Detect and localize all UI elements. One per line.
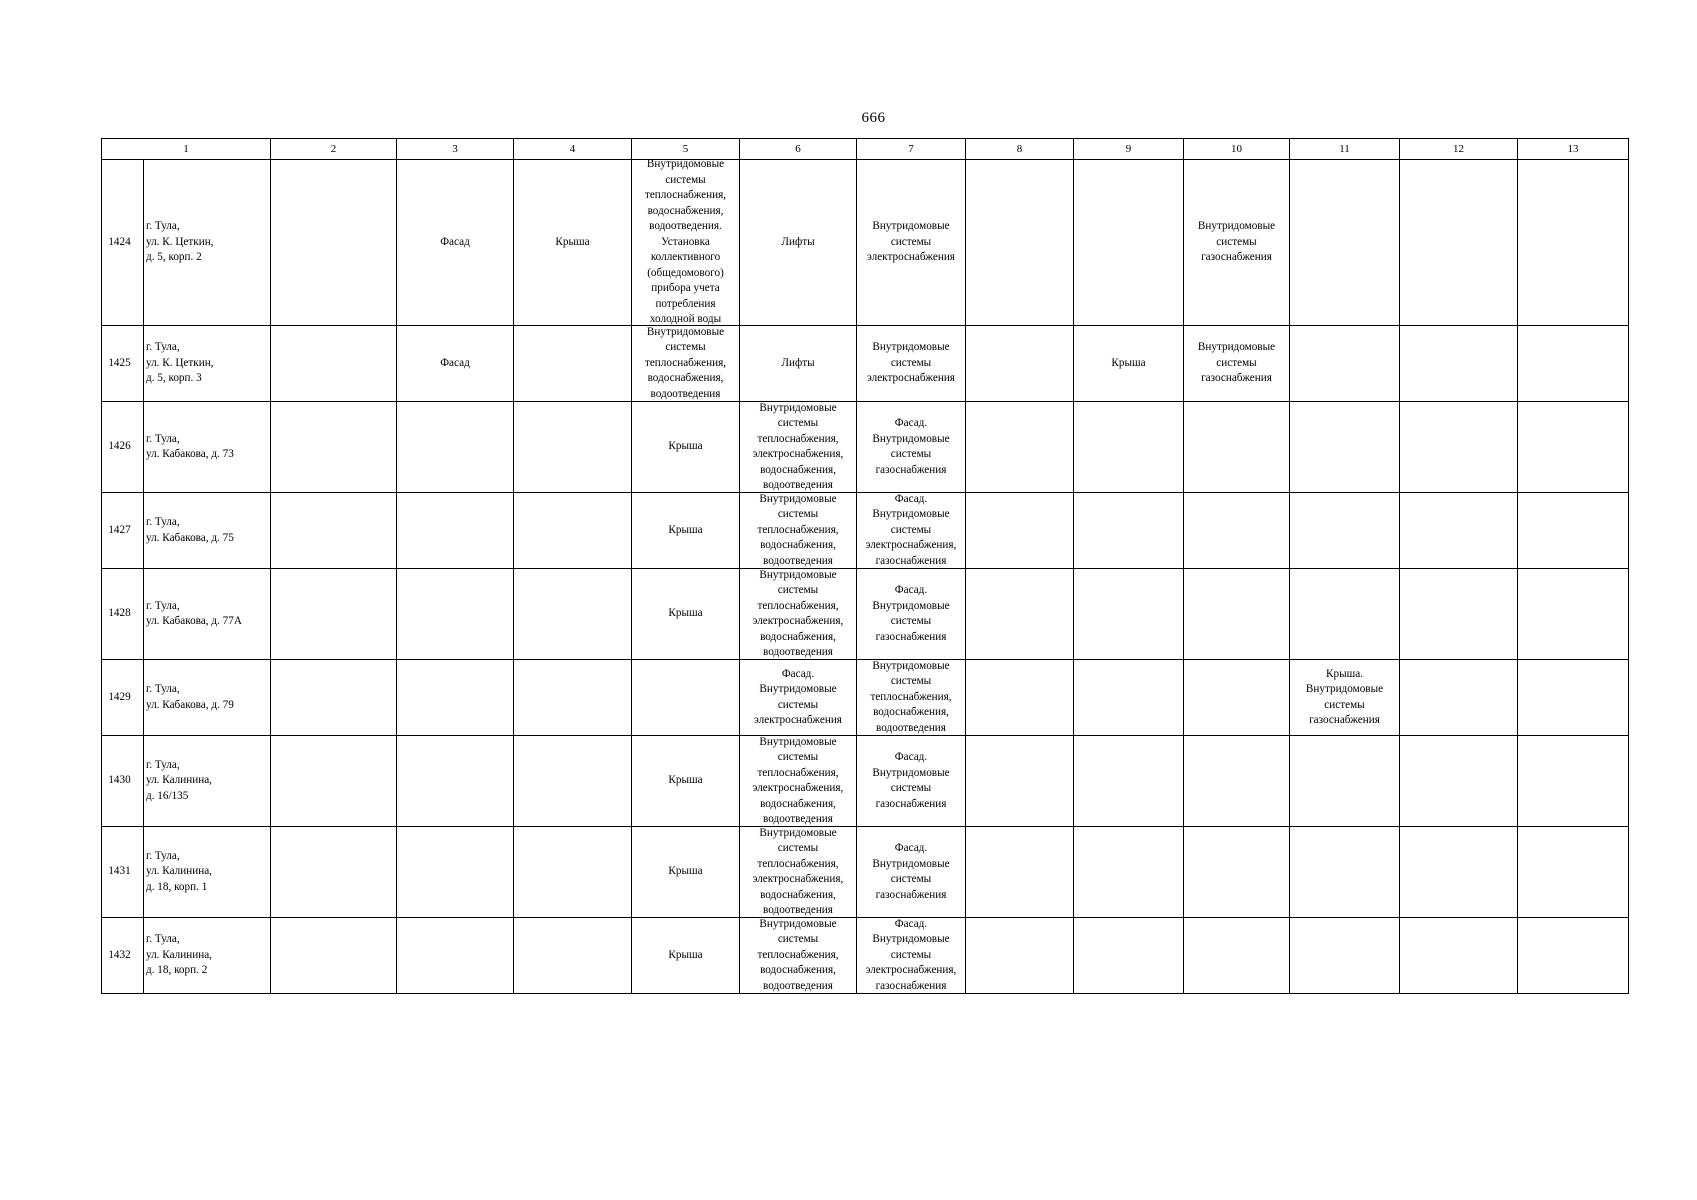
cell-col-8 [966, 660, 1074, 736]
address-cell-line: г. Тула, [146, 758, 180, 771]
cell-col-10-line: газоснабжения [1201, 251, 1272, 264]
cell-col-10 [1184, 918, 1290, 994]
cell-col-2 [271, 736, 397, 827]
cell-col-7-line: Внутридомовые [872, 660, 950, 672]
cell-col-13 [1518, 736, 1629, 827]
cell-col-6-line: водоснабжения, [760, 964, 836, 977]
column-header-13: 13 [1518, 139, 1629, 160]
cell-col-7 [857, 918, 966, 994]
cell-col-6-line: системы [777, 508, 819, 521]
cell-col-5-line: водоотведения [650, 387, 721, 400]
cell-col-9 [1074, 918, 1184, 994]
cell-col-12 [1400, 569, 1518, 660]
row-number: 1432 [102, 918, 144, 994]
cell-col-6-line: водоотведения [763, 813, 833, 825]
address-cell-line: ул. К. Цеткин, [146, 235, 214, 248]
cell-col-5-line: Крыша [668, 865, 703, 878]
cell-col-11 [1290, 326, 1400, 402]
cell-col-7-line: водоснабжения, [873, 706, 949, 719]
column-header-4: 4 [514, 139, 632, 160]
cell-col-5-line: водоснабжения, [647, 372, 724, 385]
cell-col-7-line: системы [890, 235, 932, 248]
address-cell [144, 827, 271, 918]
cell-col-13 [1518, 827, 1629, 918]
cell-col-6-line: Лифты [781, 235, 815, 248]
cell-col-6-line: системы [777, 842, 819, 854]
cell-col-6-line: электроснабжения, [752, 448, 844, 460]
cell-col-10-line: системы [1216, 356, 1257, 369]
cell-col-6-line: Фасад. [781, 667, 815, 680]
cell-col-7-line: системы [890, 948, 932, 961]
cell-col-6 [740, 660, 857, 736]
cell-col-7-line: Внутридомовые [872, 220, 950, 233]
cell-col-9 [1074, 160, 1184, 326]
cell-col-3 [397, 918, 514, 994]
cell-col-5-line: Установка [661, 235, 710, 248]
cell-col-10-line: газоснабжения [1201, 372, 1272, 385]
row-number: 1427 [102, 493, 144, 569]
table-row [102, 402, 1629, 493]
cell-col-10 [1184, 569, 1290, 660]
cell-col-2 [271, 160, 397, 326]
address-cell [144, 493, 271, 569]
cell-col-7-line: Внутридомовые [872, 857, 950, 870]
cell-col-7-line: газоснабжения [875, 888, 947, 901]
cell-col-7-line: Внутридомовые [872, 933, 950, 946]
cell-col-5 [632, 827, 740, 918]
cell-col-7-line: Фасад. [894, 751, 928, 763]
cell-col-11 [1290, 402, 1400, 493]
cell-col-7 [857, 736, 966, 827]
cell-col-9-line: Крыша [1111, 356, 1146, 369]
cell-col-10 [1184, 493, 1290, 569]
cell-col-7-line: Внутридомовые [872, 432, 950, 445]
address-cell [144, 160, 271, 326]
cell-col-2 [271, 493, 397, 569]
cell-col-6-line: водоотведения [763, 479, 833, 491]
cell-col-7-line: газоснабжения [875, 979, 947, 992]
cell-col-6 [740, 918, 857, 994]
cell-col-11 [1290, 160, 1400, 326]
cell-col-7-line: системы [890, 782, 932, 794]
cell-col-6 [740, 493, 857, 569]
cell-col-12 [1400, 326, 1518, 402]
address-cell-line: г. Тула, [146, 432, 180, 445]
cell-col-8 [966, 493, 1074, 569]
row-number: 1425 [102, 326, 144, 402]
cell-col-13 [1518, 660, 1629, 736]
column-header-11: 11 [1290, 139, 1400, 160]
cell-col-11 [1290, 827, 1400, 918]
row-number: 1429 [102, 660, 144, 736]
cell-col-7-line: газоснабжения [875, 630, 947, 643]
cell-col-6-line: водоснабжения, [760, 463, 836, 476]
cell-col-6-line: системы [777, 933, 819, 946]
row-number: 1430 [102, 736, 144, 827]
column-header-5: 5 [632, 139, 740, 160]
cell-col-7-line: Фасад. [894, 584, 928, 596]
cell-col-7-line: газоснабжения [875, 463, 947, 476]
column-header-6: 6 [740, 139, 857, 160]
cell-col-7-line: Внутридомовые [872, 341, 950, 354]
address-cell-line: д. 18, корп. 1 [146, 880, 208, 893]
cell-col-5-line: Крыша [668, 523, 703, 536]
cell-col-6-line: Внутридомовые [759, 683, 837, 695]
cell-col-2 [271, 569, 397, 660]
cell-col-7-line: Фасад. [894, 493, 928, 505]
cell-col-11-line: Крыша. [1326, 667, 1363, 680]
cell-col-3 [397, 493, 514, 569]
cell-col-13 [1518, 402, 1629, 493]
address-cell-line: ул. Кабакова, д. 77А [146, 615, 242, 627]
table-row [102, 660, 1629, 736]
cell-col-6-line: электроснабжения, [752, 873, 844, 885]
cell-col-3 [397, 660, 514, 736]
cell-col-10-line: Внутридомовые [1197, 341, 1276, 354]
cell-col-7 [857, 660, 966, 736]
cell-col-6-line: теплоснабжения, [757, 432, 839, 445]
cell-col-7-line: электроснабжения, [865, 539, 957, 552]
cell-col-6 [740, 160, 857, 326]
cell-col-5-line: Крыша [668, 440, 703, 453]
cell-col-7-line: Внутридомовые [872, 599, 950, 612]
address-cell-line: ул. Кабакова, д. 73 [146, 448, 234, 460]
cell-col-4 [514, 569, 632, 660]
cell-col-6-line: водоснабжения, [760, 888, 836, 901]
cell-col-5-line: Внутридомовые [646, 160, 725, 171]
cell-col-6-line: теплоснабжения, [757, 948, 839, 961]
cell-col-5-line: системы [665, 341, 706, 354]
cell-col-7-line: электроснабжения, [865, 964, 957, 977]
cell-col-7 [857, 160, 966, 326]
cell-col-13 [1518, 160, 1629, 326]
address-cell-line: ул. Калинина, [146, 774, 212, 787]
cell-col-5 [632, 160, 740, 326]
cell-col-5-line: коллективного [650, 251, 721, 264]
cell-col-6-line: системы [777, 698, 819, 711]
cell-col-12 [1400, 402, 1518, 493]
cell-col-7-line: системы [890, 675, 932, 688]
cell-col-6-line: Внутридомовые [759, 569, 837, 581]
cell-col-7-line: системы [890, 523, 932, 536]
address-cell-line: г. Тула, [146, 683, 180, 695]
cell-col-7-line: Внутридомовые [872, 766, 950, 779]
table-row [102, 827, 1629, 918]
cell-col-12 [1400, 827, 1518, 918]
cell-col-6-line: водоотведения [763, 904, 833, 916]
cell-col-10 [1184, 160, 1290, 326]
page-number: 666 [861, 110, 886, 126]
cell-col-11 [1290, 660, 1400, 736]
table-row [102, 326, 1629, 402]
cell-col-9 [1074, 402, 1184, 493]
cell-col-12 [1400, 660, 1518, 736]
cell-col-7-line: водоотведения [876, 721, 946, 734]
cell-col-7-line: системы [890, 356, 932, 369]
cell-col-7 [857, 493, 966, 569]
cell-col-6-line: Внутридомовые [759, 736, 837, 748]
cell-col-9 [1074, 569, 1184, 660]
address-cell-line: ул. Кабакова, д. 79 [146, 698, 234, 711]
cell-col-7-line: теплоснабжения, [870, 690, 952, 703]
cell-col-6-line: водоотведения [763, 646, 833, 658]
cell-col-6-line: теплоснабжения, [757, 766, 839, 779]
cell-col-7-line: газоснабжения [875, 554, 947, 567]
column-header-2: 2 [271, 139, 397, 160]
cell-col-3-line: Фасад [440, 356, 470, 369]
address-cell-line: г. Тула, [146, 220, 180, 233]
address-cell-line: ул. Калинина, [146, 948, 212, 961]
address-cell-line: г. Тула, [146, 516, 180, 528]
cell-col-6 [740, 736, 857, 827]
cell-col-5 [632, 493, 740, 569]
cell-col-7-line: электроснабжения [867, 372, 955, 385]
cell-col-11-line: Внутридомовые [1305, 683, 1384, 695]
cell-col-6-line: водоотведения [763, 979, 833, 992]
cell-col-5-line: (общедомового) [647, 266, 724, 279]
cell-col-5-line: Крыша [668, 774, 703, 787]
cell-col-7 [857, 402, 966, 493]
cell-col-13 [1518, 569, 1629, 660]
row-number: 1426 [102, 402, 144, 493]
cell-col-5-line: прибора учета [651, 282, 720, 295]
cell-col-7 [857, 569, 966, 660]
address-cell [144, 402, 271, 493]
address-cell-line: ул. К. Цеткин, [146, 356, 214, 369]
cell-col-10 [1184, 326, 1290, 402]
cell-col-6 [740, 569, 857, 660]
cell-col-6-line: электроснабжения, [752, 615, 844, 627]
cell-col-4 [514, 660, 632, 736]
cell-col-11 [1290, 918, 1400, 994]
cell-col-6-line: водоотведения [763, 554, 833, 567]
cell-col-11 [1290, 569, 1400, 660]
cell-col-7-line: Фасад. [894, 417, 928, 429]
cell-col-12 [1400, 736, 1518, 827]
address-cell-line: ул. Калинина, [146, 865, 212, 878]
column-header-8: 8 [966, 139, 1074, 160]
row-number: 1428 [102, 569, 144, 660]
row-number: 1424 [102, 160, 144, 326]
cell-col-5 [632, 402, 740, 493]
cell-col-5 [632, 918, 740, 994]
column-header-3: 3 [397, 139, 514, 160]
cell-col-6-line: водоснабжения, [760, 797, 836, 810]
column-header-7: 7 [857, 139, 966, 160]
row-number: 1431 [102, 827, 144, 918]
table-row [102, 736, 1629, 827]
cell-col-4-line: Крыша [555, 235, 590, 248]
cell-col-10-line: Внутридомовые [1197, 220, 1276, 233]
cell-col-8 [966, 160, 1074, 326]
cell-col-9 [1074, 827, 1184, 918]
cell-col-2 [271, 918, 397, 994]
cell-col-7-line: газоснабжения [875, 797, 947, 810]
cell-col-10 [1184, 827, 1290, 918]
address-cell-line: ул. Кабакова, д. 75 [146, 531, 234, 544]
cell-col-6 [740, 326, 857, 402]
cell-col-2 [271, 402, 397, 493]
address-cell-line: д. 5, корп. 3 [146, 372, 202, 385]
cell-col-4 [514, 736, 632, 827]
cell-col-6-line: теплоснабжения, [757, 599, 839, 612]
cell-col-13 [1518, 493, 1629, 569]
cell-col-8 [966, 736, 1074, 827]
cell-col-3 [397, 827, 514, 918]
cell-col-5 [632, 326, 740, 402]
address-cell [144, 736, 271, 827]
cell-col-5-line: теплоснабжения, [644, 189, 727, 202]
table-row [102, 160, 1629, 326]
cell-col-11-line: газоснабжения [1309, 714, 1380, 726]
cell-col-10 [1184, 736, 1290, 827]
cell-col-3 [397, 326, 514, 402]
table-row [102, 493, 1629, 569]
address-cell-line: д. 18, корп. 2 [146, 964, 208, 977]
cell-col-5-line: потребления [655, 297, 716, 310]
address-cell-line: д. 5, корп. 2 [146, 251, 202, 264]
cell-col-7-line: системы [890, 615, 932, 627]
cell-col-5 [632, 736, 740, 827]
cell-col-8 [966, 918, 1074, 994]
cell-col-6-line: электроснабжения, [752, 782, 844, 794]
table-row [102, 918, 1629, 994]
cell-col-5 [632, 569, 740, 660]
cell-col-3 [397, 569, 514, 660]
repair-schedule-table [101, 138, 1629, 994]
cell-col-6-line: системы [777, 584, 819, 596]
address-cell-line: г. Тула, [146, 849, 180, 862]
cell-col-5-line: Крыша [668, 607, 703, 620]
cell-col-5-line: холодной воды [649, 313, 722, 325]
cell-col-10-line: системы [1216, 235, 1257, 248]
cell-col-6-line: Внутридомовые [759, 918, 837, 930]
cell-col-3 [397, 402, 514, 493]
cell-col-12 [1400, 493, 1518, 569]
cell-col-6-line: Внутридомовые [759, 493, 837, 505]
cell-col-6-line: системы [777, 417, 819, 429]
cell-col-4 [514, 493, 632, 569]
cell-col-5-line: Внутридомовые [646, 326, 725, 338]
table-row [102, 569, 1629, 660]
cell-col-5-line: Крыша [668, 948, 703, 961]
cell-col-3 [397, 736, 514, 827]
cell-col-6-line: теплоснабжения, [757, 523, 839, 536]
column-header-10: 10 [1184, 139, 1290, 160]
cell-col-6-line: Внутридомовые [759, 402, 837, 414]
cell-col-2 [271, 827, 397, 918]
cell-col-5-line: системы [665, 173, 706, 186]
cell-col-8 [966, 827, 1074, 918]
cell-col-9 [1074, 493, 1184, 569]
cell-col-7-line: системы [890, 448, 932, 460]
cell-col-2 [271, 660, 397, 736]
cell-col-10 [1184, 660, 1290, 736]
cell-col-5 [632, 660, 740, 736]
column-header-1: 1 [102, 139, 271, 160]
cell-col-9 [1074, 660, 1184, 736]
cell-col-6-line: Лифты [781, 356, 815, 369]
cell-col-6-line: Внутридомовые [759, 827, 837, 839]
cell-col-5-line: теплоснабжения, [644, 356, 727, 369]
cell-col-5-line: водоснабжения, [647, 204, 724, 217]
cell-col-7-line: системы [890, 873, 932, 885]
cell-col-12 [1400, 918, 1518, 994]
address-cell-line: г. Тула, [146, 341, 180, 354]
cell-col-6-line: водоснабжения, [760, 630, 836, 643]
column-header-12: 12 [1400, 139, 1518, 160]
cell-col-6 [740, 827, 857, 918]
cell-col-10 [1184, 402, 1290, 493]
cell-col-4 [514, 160, 632, 326]
cell-col-2 [271, 326, 397, 402]
column-header-9: 9 [1074, 139, 1184, 160]
cell-col-3-line: Фасад [440, 235, 470, 248]
cell-col-4 [514, 326, 632, 402]
cell-col-11-line: системы [1324, 698, 1365, 711]
cell-col-8 [966, 402, 1074, 493]
cell-col-6 [740, 402, 857, 493]
header-row [102, 139, 1629, 160]
cell-col-7-line: электроснабжения [867, 251, 955, 264]
cell-col-13 [1518, 918, 1629, 994]
cell-col-3 [397, 160, 514, 326]
cell-col-7 [857, 827, 966, 918]
address-cell-line: г. Тула, [146, 599, 180, 612]
cell-col-7 [857, 326, 966, 402]
address-cell [144, 918, 271, 994]
cell-col-8 [966, 569, 1074, 660]
cell-col-5-line: водоотведения. [649, 220, 722, 233]
cell-col-6-line: теплоснабжения, [757, 857, 839, 870]
cell-col-6-line: электроснабжения [754, 714, 842, 726]
cell-col-7-line: Фасад. [894, 842, 928, 854]
cell-col-6-line: системы [777, 751, 819, 763]
cell-col-4 [514, 402, 632, 493]
cell-col-4 [514, 827, 632, 918]
address-cell [144, 326, 271, 402]
cell-col-9 [1074, 326, 1184, 402]
address-cell [144, 569, 271, 660]
cell-col-6-line: водоснабжения, [760, 539, 836, 552]
cell-col-11 [1290, 493, 1400, 569]
address-cell-line: г. Тула, [146, 933, 180, 946]
cell-col-9 [1074, 736, 1184, 827]
cell-col-12 [1400, 160, 1518, 326]
cell-col-13 [1518, 326, 1629, 402]
address-cell-line: д. 16/135 [146, 789, 189, 802]
cell-col-4 [514, 918, 632, 994]
cell-col-7-line: Внутридомовые [872, 508, 950, 521]
cell-col-11 [1290, 736, 1400, 827]
cell-col-8 [966, 326, 1074, 402]
cell-col-7-line: Фасад. [894, 918, 928, 930]
address-cell [144, 660, 271, 736]
